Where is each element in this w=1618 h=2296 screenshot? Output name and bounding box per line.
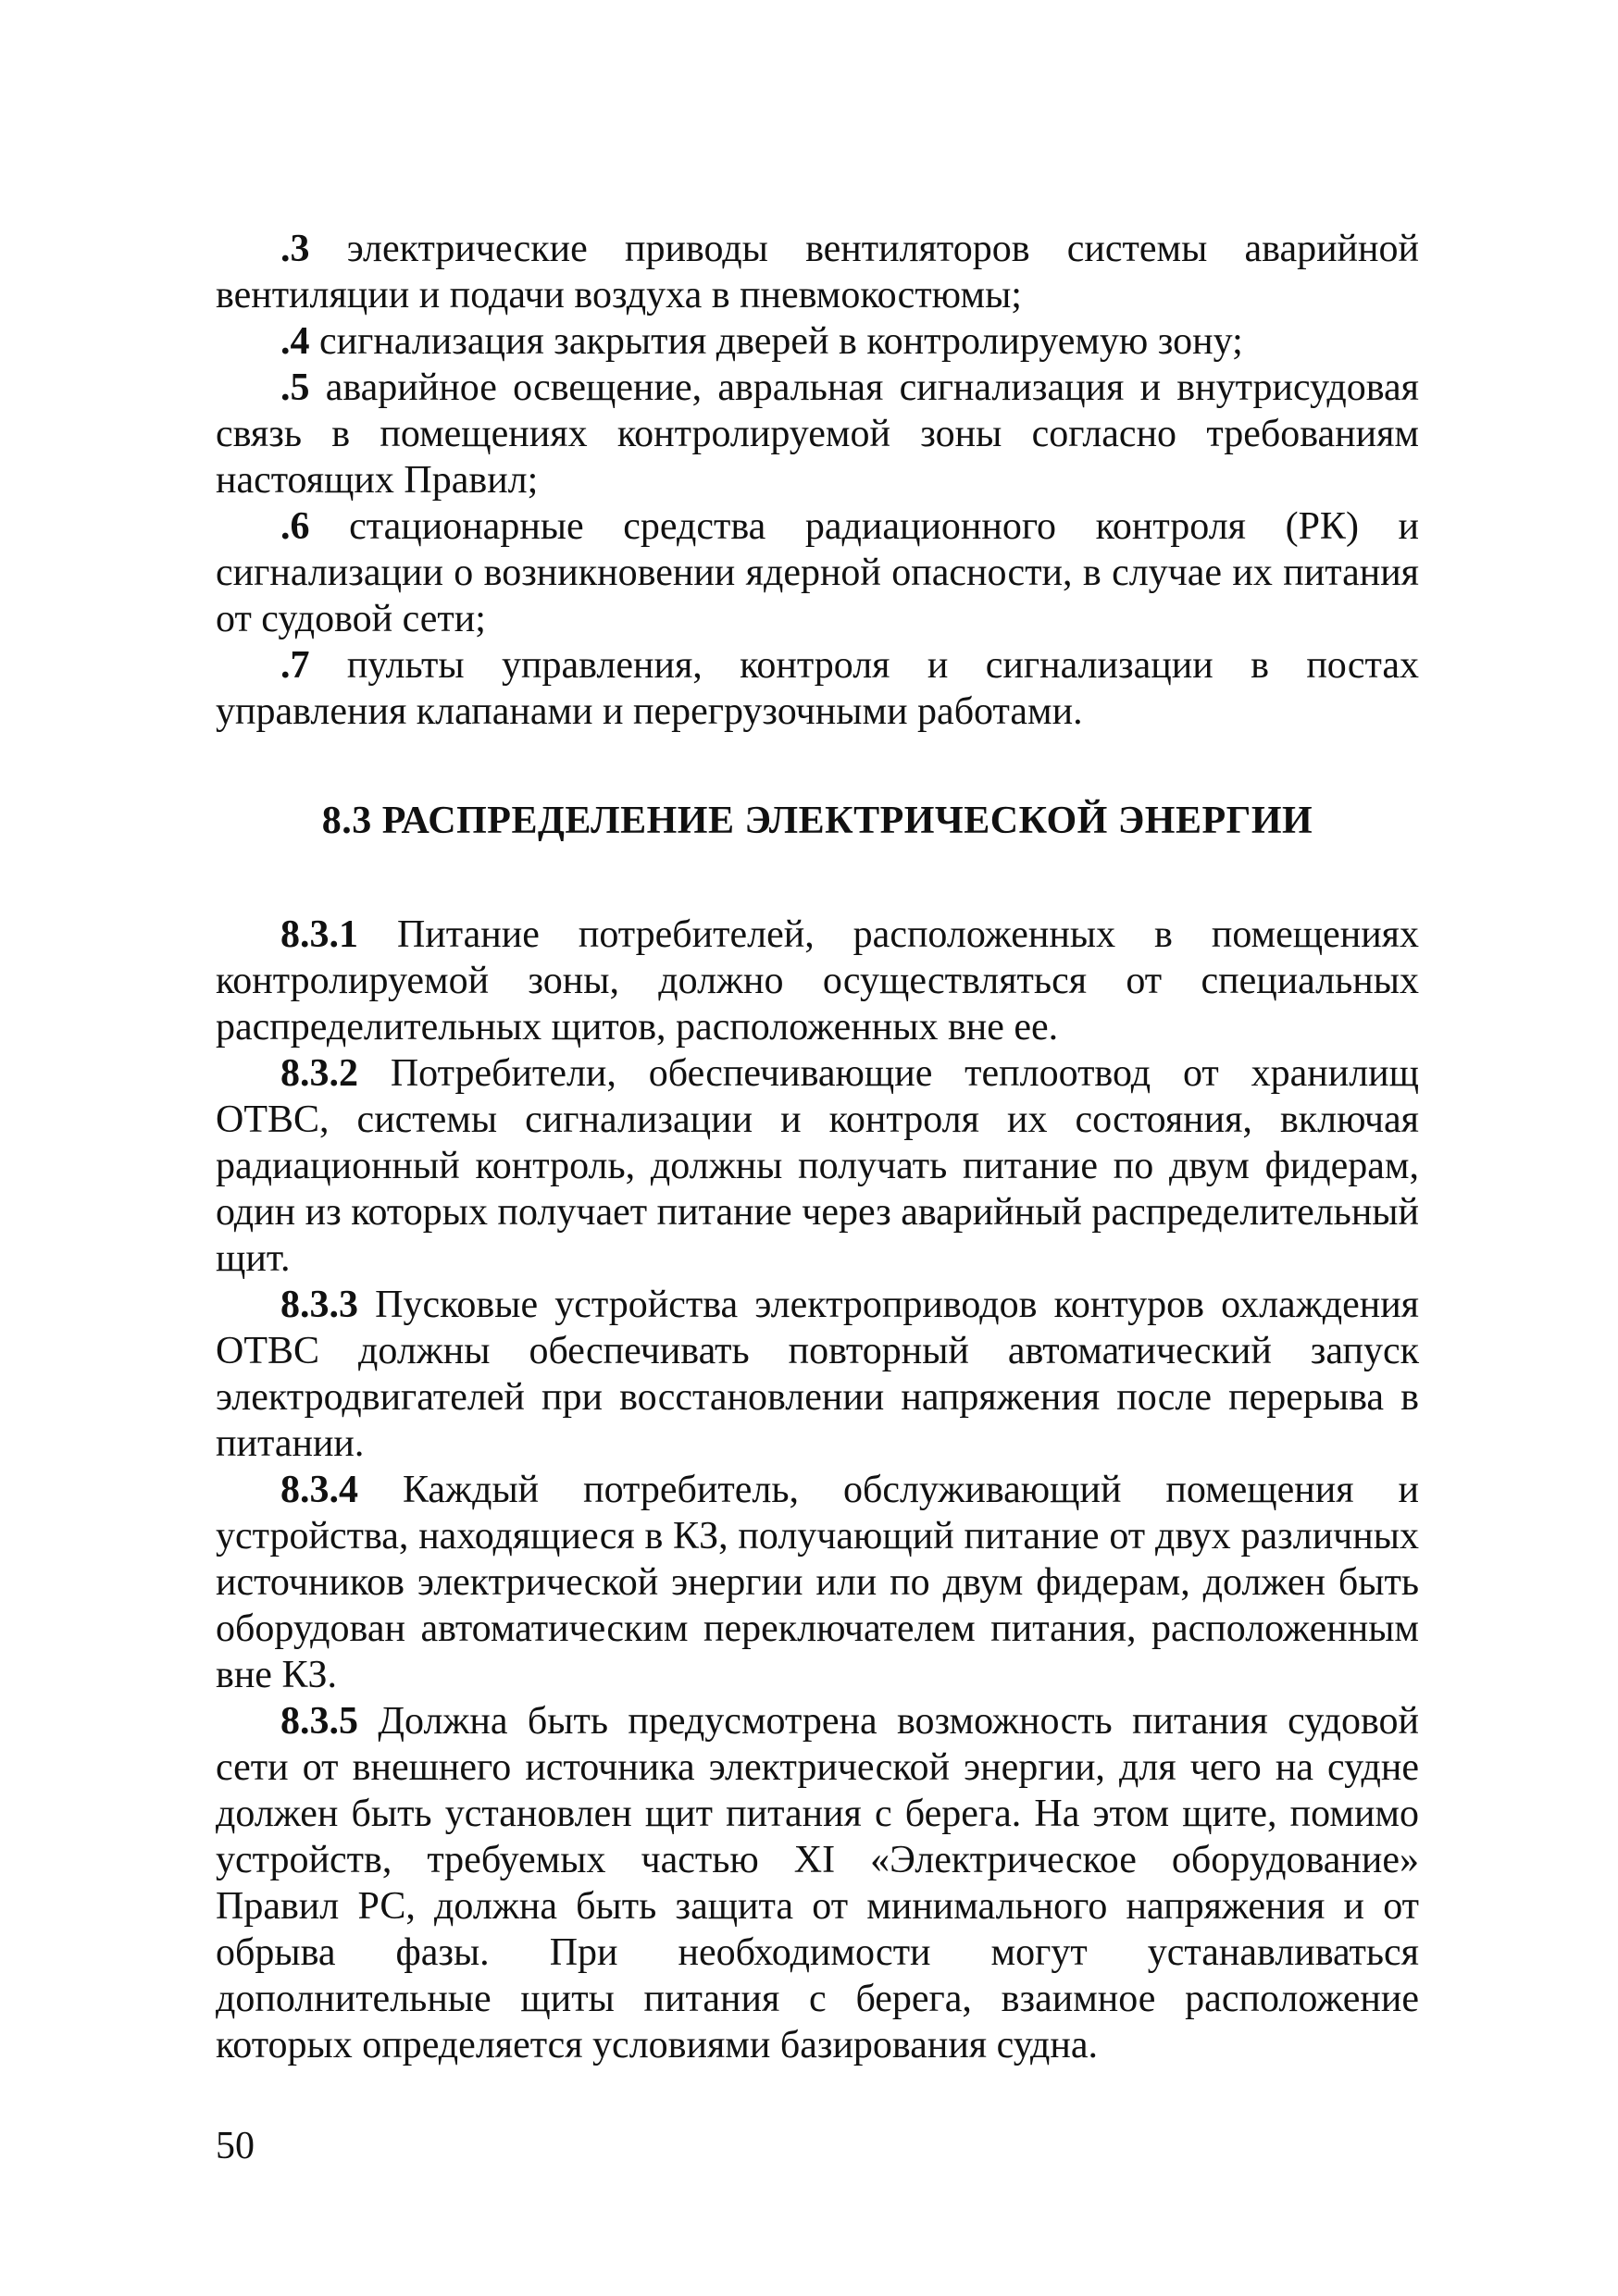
rule-paragraph xyxy=(216,1467,1419,1698)
list-item-text: стационарные средства радиационного контроля (РК) и сигнализации о возникновении ядерной опасности, в случае их питания от судовой сети; xyxy=(216,505,1419,640)
rule-number: 8.3.3 xyxy=(280,1284,358,1326)
rules-list xyxy=(216,912,1419,2068)
list-item-number: .7 xyxy=(280,644,310,687)
list-item xyxy=(216,226,1419,318)
rule-number: 8.3.2 xyxy=(280,1052,358,1095)
rule-text: Каждый потребитель, обслуживающий помещения и устройства, находящиеся в КЗ, получающий питание от двух различных источников электрической энергии или по двум фидерам, должен быть оборудован автоматическим переключателем питания, расположенным вне КЗ. xyxy=(216,1469,1419,1696)
list-item-number: .4 xyxy=(280,320,310,363)
rule-number: 8.3.5 xyxy=(280,1700,358,1743)
page-number: 50 xyxy=(216,2125,255,2167)
list-item xyxy=(216,503,1419,642)
list-item xyxy=(216,642,1419,735)
rule-text: Питание потребителей, расположенных в помещениях контролируемой зоны, должно осуществляться от специальных распределительных щитов, расположенных вне ее. xyxy=(216,913,1419,1049)
rule-paragraph xyxy=(216,1698,1419,2068)
rule-number: 8.3.1 xyxy=(280,913,358,956)
section-heading: 8.3 РАСПРЕДЕЛЕНИЕ ЭЛЕКТРИЧЕСКОЙ ЭНЕРГИИ xyxy=(321,800,1313,842)
list-item xyxy=(216,318,1419,365)
rule-text: Пусковые устройства электроприводов контуров охлаждения ОТВС должны обеспечивать повторный автоматический запуск электродвигателей при восстановлении напряжения после перерыва в питании. xyxy=(216,1284,1419,1465)
rule-text: Должна быть предусмотрена возможность питания судовой сети от внешнего источника электрической энергии, для чего на судне должен быть установлен щит питания с берега. На этом щите, помимо устройств, требуемых частью XI «Электрическое оборудование» Правил РС, должна быть защита от минимального напряжения и от обрыва фазы. При необходимости могут устанавливаться дополнительные щиты питания с берега, взаимное расположение которых определяется условиями базирования судна. xyxy=(216,1700,1419,2066)
list-item-number: .5 xyxy=(280,366,310,409)
rule-text: Потребители, обеспечивающие теплоотвод от хранилищ ОТВС, системы сигнализации и контроля их состояния, включая радиационный контроль, должны получать питание по двум фидерам, один из которых получает питание через аварийный распределительный щит. xyxy=(216,1052,1419,1280)
list-item-number: .3 xyxy=(280,228,310,270)
list-item-text: сигнализация закрытия дверей в контролируемую зону; xyxy=(309,320,1243,363)
list-item-text: пульты управления, контроля и сигнализации в постах управления клапанами и перегрузочными работами. xyxy=(216,644,1419,733)
list-item xyxy=(216,365,1419,503)
rule-paragraph xyxy=(216,1050,1419,1282)
rule-number: 8.3.4 xyxy=(280,1469,358,1511)
list-item-text: аварийное освещение, авральная сигнализация и внутрисудовая связь в помещениях контролируемой зоны согласно требованиям настоящих Правил; xyxy=(216,366,1419,502)
list-item-text: электрические приводы вентиляторов системы аварийной вентиляции и подачи воздуха в пневмокостюмы; xyxy=(216,228,1419,316)
list-items xyxy=(216,226,1419,735)
list-item-number: .6 xyxy=(280,505,310,548)
rule-paragraph xyxy=(216,912,1419,1050)
rule-paragraph xyxy=(216,1282,1419,1467)
